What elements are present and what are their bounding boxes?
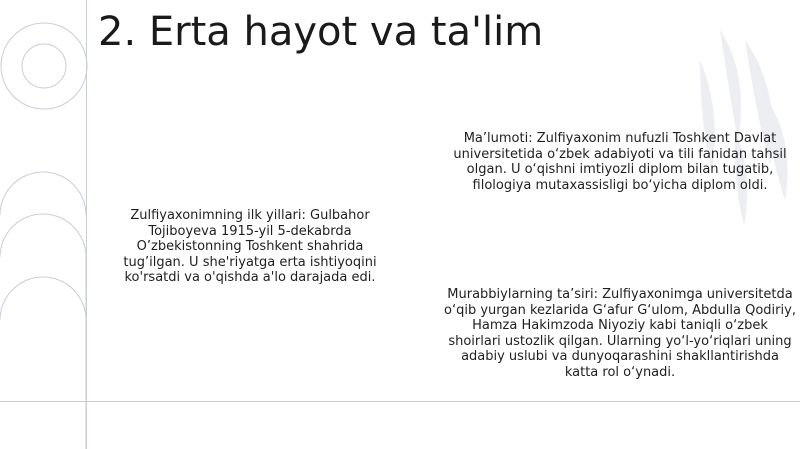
- mentors-text: Murabbiylarning ta’siri: Zulfiyaxonimga universitetda o‘qib yurgan kezlarida G‘afur G‘ulom, Abdulla Qodiriy, Hamza Hakimzoda Niyoziy kabi taniqli o‘zbek shoirlari ustozlik qilgan. Ularning yo‘l-yo‘riqlari uning adabiy uslubi va dunyoqarashini shakllantirishda katta rol o‘ynadi.: [444, 287, 796, 380]
- arch-shape-lower: [0, 277, 86, 320]
- early-years-text: Zulfiyaxonimning ilk yillari: Gulbahor Tojiboyeva 1915-yil 5-dekabrda O’zbekistonning Toshkent shahrida tug’ilgan. U she'riyatga erta ishtiyoqini ko'rsatdi va o'qishda a'lo darajada edi.: [123, 208, 377, 285]
- leaf-watermark: [700, 30, 788, 225]
- outer-circle: [1, 23, 87, 109]
- arch-shape: [0, 214, 86, 449]
- arch-shape-top: [0, 172, 86, 215]
- slide-title: 2. Erta hayot va ta'lim: [98, 9, 544, 55]
- education-text: Ma’lumoti: Zulfiyaxonim nufuzli Toshkent Davlat universitetida o‘zbek adabiyoti va tili fanidan tahsil olgan. U o‘qishni imtiyozli diplom bilan tugatib, filologiya mutaxassisligi bo‘yicha diplom oldi.: [453, 131, 787, 193]
- inner-circle: [22, 44, 66, 88]
